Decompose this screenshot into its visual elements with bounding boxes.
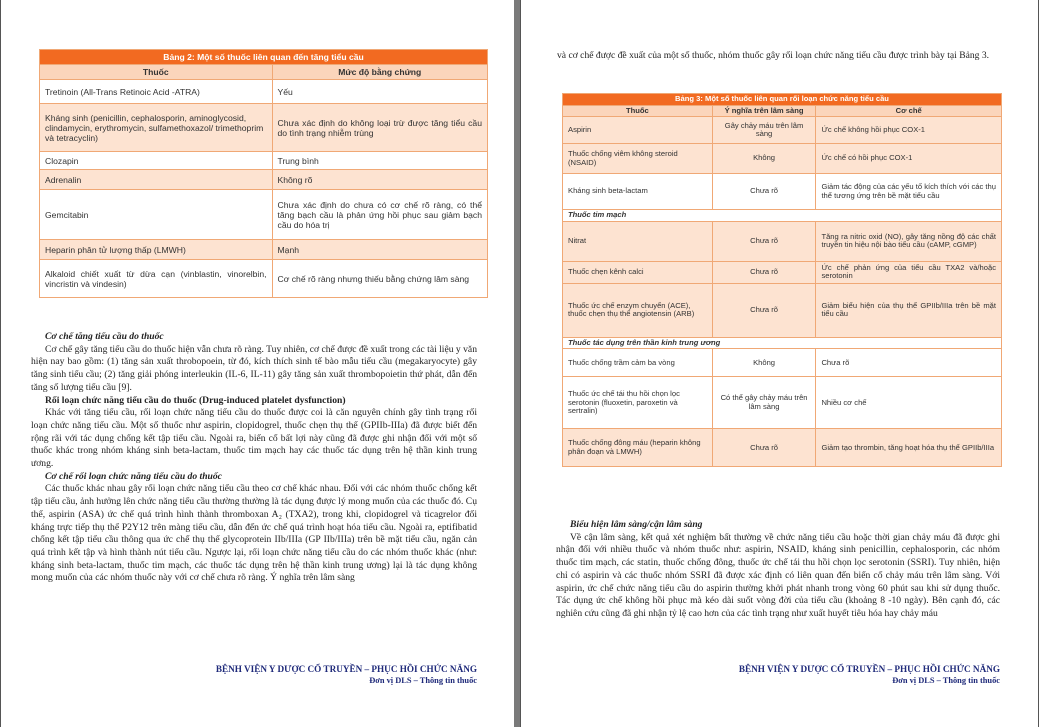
table-section-cns: Thuốc tác dụng trên thần kinh trung ương (563, 337, 1002, 349)
table-cell: Có thể gây chảy máu trên lâm sàng (712, 377, 816, 429)
table-row (40, 152, 488, 170)
table-2 (39, 49, 488, 298)
table-cell: Thuốc ức chế tái thu hồi chọn lọc serotonin (fluoxetin, paroxetin và sertralin) (563, 377, 713, 429)
table-cell: Thuốc chống trầm cảm ba vòng (563, 349, 713, 377)
left-page (0, 0, 519, 727)
table-row (563, 429, 1002, 467)
table-row (40, 80, 488, 104)
table-3-header-clinical: Ý nghĩa trên lâm sàng (712, 105, 816, 117)
footer-hospital-name: BỆNH VIỆN Y DƯỢC CỔ TRUYỀN – PHỤC HỒI CHỨC NĂNG (215, 664, 477, 674)
paragraph: Về cận lâm sàng, kết quả xét nghiệm bất thường về chức năng tiểu cầu hoặc thời gian chảy máu đã được ghi nhận đối với nhiều thuốc và nhóm thuốc như: aspirin, NSAID, kháng sinh penicillin, cephalosporin, các nhóm thuốc tim mạch, các statin, thuốc chống đông, thuốc ức chế tái thu hồi chọn lọc serotonin (SSRI). Tuy nhiên, hiện chỉ có aspirin và các thuốc nhóm SSRI đã được xác định có liên quan đến biến cố chảy máu trên lâm sàng. Với aspirin, ức chế chức năng tiểu cầu do aspirin thường khởi phát nhanh trong vòng 60 phút sau khi sử dụng thuốc. Tác dụng ức chế không hồi phục mà kéo dài suốt vòng đời của tiểu cầu (khoảng 8 -10 ngày). Bên cạnh đó, các nghiên cứu cũng đã ghi nhận tỷ lệ cao hơn của các tình trạng như xuất huyết tiêu hóa hay chảy máu (556, 531, 1000, 619)
section-heading: Cơ chế tăng tiểu cầu do thuốc (45, 331, 164, 342)
table-cell: Ức chế phản ứng của tiểu cầu TXA2 và/hoặc serotonin (816, 261, 1002, 283)
paragraph: và cơ chế được đề xuất của một số thuốc, nhóm thuốc gây rối loạn chức năng tiểu cầu được trình bày tại Bảng 3. (557, 50, 990, 61)
table-3-caption: Bảng 3: Một số thuốc liên quan rối loạn chức năng tiểu cầu (563, 94, 1002, 106)
table-cell: Nhiều cơ chế (816, 377, 1002, 429)
table-cell: Không (712, 144, 816, 174)
table-row (563, 221, 1002, 261)
table-cell: Gemcitabin (40, 190, 273, 240)
table-section-row (563, 210, 1002, 222)
paragraph: Khác với tăng tiểu cầu, rối loạn chức năng tiểu cầu do thuốc được coi là căn nguyên chính gây tình trạng rối loạn chức năng tiểu cầu. Một số thuốc như aspirin, clopidogrel, thuốc chẹn thụ thể (GPIIb-IIIa) đã được biết đến rộng rãi với tác dụng chống kết tập tiểu cầu. Ngoài ra, biến cố bất lợi này cũng đã được ghi nhận đối với một số thuốc khác trong nhóm kháng sinh beta-lactam, thuốc tim mạch hay các thuốc tác dụng trên hệ thần kinh trung ương. (31, 407, 477, 470)
table-section-cardio: Thuốc tim mạch (563, 210, 1002, 222)
paragraph: Cơ chế gây tăng tiểu cầu do thuốc hiện vẫn chưa rõ ràng. Tuy nhiên, cơ chế được đề xuất trong các tài liệu y văn hiện nay bao gồm: (1) tăng sản xuất throbopoein, từ đó, kích thích sinh tế bào mẫu tiểu cầu (megakaryocyte) gây tăng sinh tiểu cầu; (2) tăng giải phóng interleukin (IL-6, IL-11) gây tăng sản xuất thrombopoietin thứ phát, dẫn đến tăng số lượng tiểu cầu [9]. (31, 343, 477, 393)
table-cell: Không (712, 349, 816, 377)
table-row (563, 117, 1002, 144)
table-2-header-drug: Thuốc (40, 65, 273, 80)
table-cell: Chưa rõ (816, 349, 1002, 377)
table-cell: Mạnh (272, 240, 487, 260)
table-cell: Kháng sinh (penicillin, cephalosporin, aminoglycosid, clindamycin, erythromycin, sulfamethoxazol/ trimethoprim và tetracyclin) (40, 104, 273, 152)
table-cell: Thuốc chống đông máu (heparin không phân đoạn và LMWH) (563, 429, 713, 467)
right-footer (724, 664, 1000, 686)
table-3-header-mechanism: Cơ chế (816, 105, 1002, 117)
table-cell: Yếu (272, 80, 487, 104)
table-cell: Adrenalin (40, 170, 273, 190)
table-row (563, 283, 1002, 337)
table-cell: Tretinoin (All-Trans Retinoic Acid -ATRA) (40, 80, 273, 104)
table-cell: Chưa rõ (712, 221, 816, 261)
table-cell: Giảm tạo thrombin, tăng hoạt hóa thụ thể GPIIb/IIIa (816, 429, 1002, 467)
table-cell: Chưa rõ (712, 261, 816, 283)
table-cell: Alkaloid chiết xuất từ dừa cạn (vinblastin, vinorelbin, vincristin và vindesin) (40, 260, 273, 298)
footer-hospital-name: BỆNH VIỆN Y DƯỢC CỔ TRUYỀN – PHỤC HỒI CHỨC NĂNG (738, 664, 1000, 674)
table-3-header-drug: Thuốc (563, 105, 713, 117)
table-cell: Chưa rõ (712, 429, 816, 467)
table-cell: Thuốc chẹn kênh calci (563, 261, 713, 283)
table-cell: Chưa xác định do chưa có cơ chế rõ ràng, có thể tăng bạch cầu là phản ứng hồi phục sau giảm bạch cầu do hóa trị (272, 190, 487, 240)
table-cell: Chưa rõ (712, 174, 816, 210)
table-cell: Chưa rõ (712, 283, 816, 337)
table-2-header-evidence: Mức độ bằng chứng (272, 65, 487, 80)
table-cell: Chưa xác định do không loại trừ được tăng tiểu cầu do tình trạng nhiễm trùng (272, 104, 487, 152)
table-cell: Clozapin (40, 152, 273, 170)
table-row (563, 349, 1002, 377)
table-3 (562, 93, 1002, 467)
table-row (40, 104, 488, 152)
table-cell: Kháng sinh beta-lactam (563, 174, 713, 210)
table-2-caption: Bảng 2: Một số thuốc liên quan đến tăng tiểu cầu (40, 50, 488, 65)
table-section-row (563, 337, 1002, 349)
table-cell: Giảm tác động của các yếu tố kích thích với các thụ thể tương ứng trên bề mặt tiểu cầu (816, 174, 1002, 210)
table-cell: Nitrat (563, 221, 713, 261)
table-cell: Gây chảy máu trên lâm sàng (712, 117, 816, 144)
section-heading: Rối loạn chức năng tiểu cầu do thuốc (Drug-induced platelet dysfunction) (45, 394, 346, 406)
table-cell: Ức chế không hồi phục COX-1 (816, 117, 1002, 144)
table-row (563, 174, 1002, 210)
table-cell: Cơ chế rõ ràng nhưng thiếu bằng chứng lâm sàng (272, 260, 487, 298)
table-row (40, 170, 488, 190)
right-intro-text (557, 50, 1003, 63)
table-cell: Thuốc chống viêm không steroid (NSAID) (563, 144, 713, 174)
table-row (563, 261, 1002, 283)
table-cell: Ức chế có hồi phục COX-1 (816, 144, 1002, 174)
table-cell: Tăng ra nitric oxid (NO), gây tăng nồng độ các chất truyền tin hiệu nội bào tiểu cầu (cAMP, cGMP) (816, 221, 1002, 261)
left-footer (201, 664, 477, 686)
left-body-text (31, 331, 477, 585)
paragraph: Các thuốc khác nhau gây rối loạn chức năng tiểu cầu theo cơ chế khác nhau. Đối với các nhóm thuốc chống kết tập tiểu cầu, ảnh hưởng lên chức năng tiểu cầu thường thường là tác dụng được lý mong muốn của các thuốc đó. Cụ thể, aspirin (ASA) ức chế quá trình hình thành thromboxan A₂ (TXA2), trong khi, clopidogrel và ticagrelor đối kháng trực tiếp thụ thể P2Y12 trên màng tiểu cầu, dẫn đến ức chế quá trình hoạt hóa tiểu cầu. Ngoài ra, eptifibatid chống kết tập tiểu cầu thông qua ức chế thụ thể glycoprotein IIb/IIIa (GP IIb/IIIa) trên bề mặt tiểu cầu, ngăn cản quá trình kết tập và hình thành nút tiểu cầu. Ngược lại, rối loạn chức năng tiểu cầu do các nhóm thuốc khác (như: kháng sinh beta-lactam, thuốc tim mạch, các thuốc tác dụng trên hệ thần kinh trung ương) lại là tác dụng không mong muốn của các nhóm thuốc này với cơ chế chưa rõ ràng. Ý nghĩa trên lâm sàng (31, 483, 477, 584)
section-heading: Biểu hiện lâm sàng/cận lâm sàng (570, 519, 703, 530)
table-row (40, 260, 488, 298)
right-body-text (556, 519, 1000, 621)
table-cell: Giảm biểu hiện của thụ thể GPIIb/IIIa trên bề mặt tiểu cầu (816, 283, 1002, 337)
table-row (563, 144, 1002, 174)
table-row (40, 190, 488, 240)
table-cell: Aspirin (563, 117, 713, 144)
table-row (40, 240, 488, 260)
table-cell: Heparin phân tử lượng thấp (LMWH) (40, 240, 273, 260)
footer-unit-name: Đơn vị DLS – Thông tin thuốc (892, 676, 1000, 685)
table-cell: Thuốc ức chế enzym chuyển (ACE), thuốc chẹn thụ thể angiotensin (ARB) (563, 283, 713, 337)
section-heading: Cơ chế rối loạn chức năng tiểu cầu do thuốc (45, 470, 222, 482)
table-cell: Trung bình (272, 152, 487, 170)
footer-unit-name: Đơn vị DLS – Thông tin thuốc (369, 676, 477, 685)
table-row (563, 377, 1002, 429)
table-cell: Không rõ (272, 170, 487, 190)
